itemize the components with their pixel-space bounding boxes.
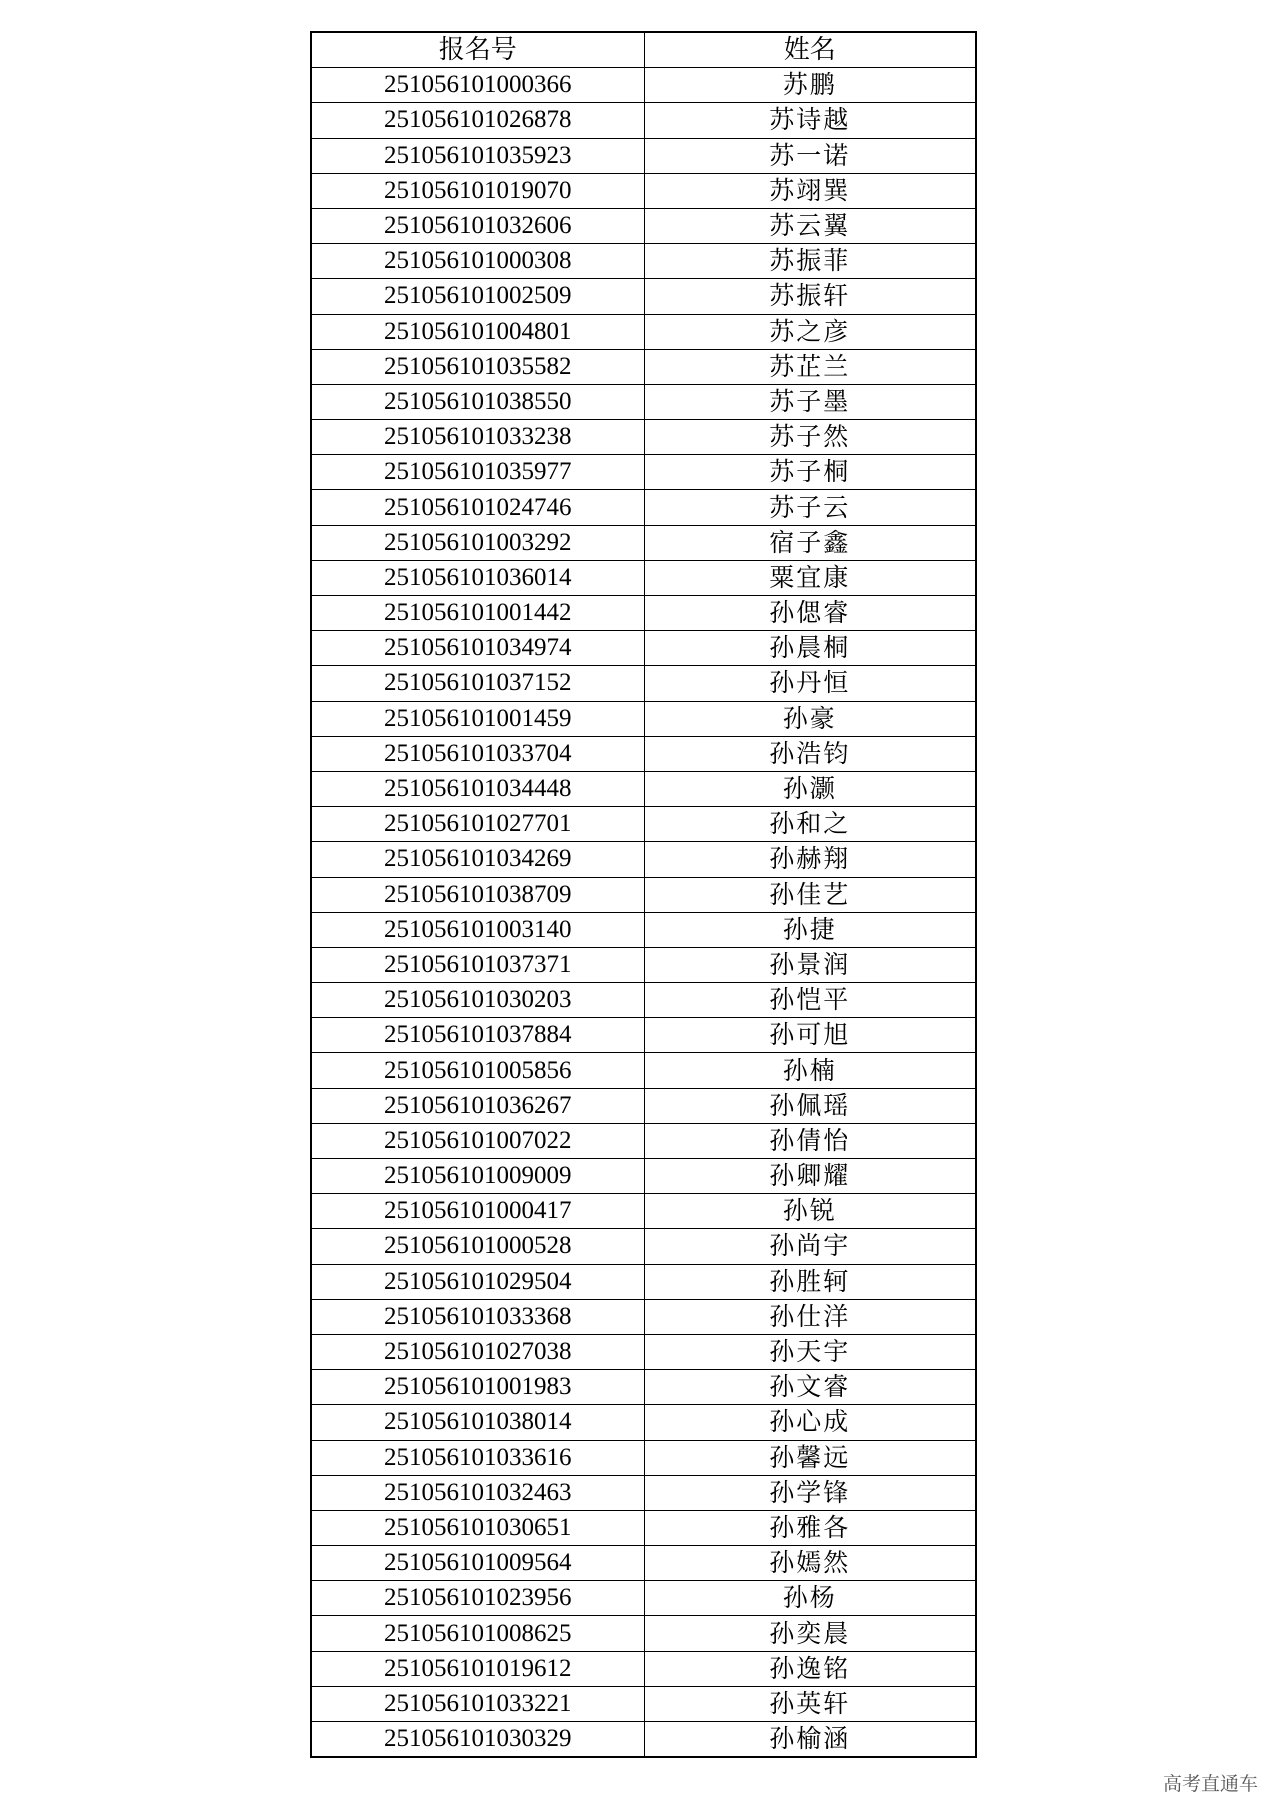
table-row xyxy=(311,1018,976,1053)
column-header-registration-number: 报名号 xyxy=(311,32,644,68)
table-row xyxy=(311,1299,976,1334)
registration-number-cell: 251056101035582 xyxy=(311,349,644,384)
name-cell: 孙佩瑶 xyxy=(644,1088,976,1123)
table-row xyxy=(311,138,976,173)
table-row xyxy=(311,420,976,455)
name-cell: 苏振轩 xyxy=(644,279,976,314)
registration-number-cell: 251056101034448 xyxy=(311,771,644,806)
table-row xyxy=(311,631,976,666)
name-cell: 孙文睿 xyxy=(644,1370,976,1405)
name-cell: 孙晨桐 xyxy=(644,631,976,666)
name-cell: 孙捷 xyxy=(644,912,976,947)
table-row xyxy=(311,1686,976,1721)
table-row xyxy=(311,1053,976,1088)
name-cell: 苏一诺 xyxy=(644,138,976,173)
table-row xyxy=(311,736,976,771)
table-row xyxy=(311,173,976,208)
name-cell: 孙和之 xyxy=(644,807,976,842)
registration-number-cell: 251056101027038 xyxy=(311,1334,644,1369)
registration-number-cell: 251056101036267 xyxy=(311,1088,644,1123)
table-row xyxy=(311,1229,976,1264)
table-row xyxy=(311,1370,976,1405)
registration-number-cell: 251056101033238 xyxy=(311,420,644,455)
table-row xyxy=(311,1159,976,1194)
admission-list-table xyxy=(310,31,977,1758)
name-cell: 孙榆涵 xyxy=(644,1722,976,1758)
registration-number-cell: 251056101000366 xyxy=(311,68,644,103)
table-row xyxy=(311,1546,976,1581)
name-cell: 苏子然 xyxy=(644,420,976,455)
name-cell: 宿子鑫 xyxy=(644,525,976,560)
table-row xyxy=(311,1088,976,1123)
registration-number-cell: 251056101024746 xyxy=(311,490,644,525)
name-cell: 孙杨 xyxy=(644,1581,976,1616)
name-cell: 孙佳艺 xyxy=(644,877,976,912)
registration-number-cell: 251056101034269 xyxy=(311,842,644,877)
name-cell: 苏诗越 xyxy=(644,103,976,138)
name-cell: 孙灏 xyxy=(644,771,976,806)
table-row xyxy=(311,103,976,138)
registration-number-cell: 251056101001983 xyxy=(311,1370,644,1405)
table-row xyxy=(311,596,976,631)
table-row xyxy=(311,1264,976,1299)
registration-number-cell: 251056101034974 xyxy=(311,631,644,666)
table-row xyxy=(311,947,976,982)
registration-number-cell: 251056101030203 xyxy=(311,983,644,1018)
name-cell: 孙学锋 xyxy=(644,1475,976,1510)
name-cell: 孙可旭 xyxy=(644,1018,976,1053)
registration-number-cell: 251056101023956 xyxy=(311,1581,644,1616)
registration-number-cell: 251056101033368 xyxy=(311,1299,644,1334)
table-row xyxy=(311,983,976,1018)
registration-number-cell: 251056101007022 xyxy=(311,1123,644,1158)
registration-number-cell: 251056101008625 xyxy=(311,1616,644,1651)
name-cell: 孙雅各 xyxy=(644,1510,976,1545)
table-row xyxy=(311,490,976,525)
registration-number-cell: 251056101000528 xyxy=(311,1229,644,1264)
registration-number-cell: 251056101000308 xyxy=(311,244,644,279)
registration-number-cell: 251056101003292 xyxy=(311,525,644,560)
registration-number-cell: 251056101030651 xyxy=(311,1510,644,1545)
table-header-row xyxy=(311,32,976,68)
table-row xyxy=(311,384,976,419)
name-cell: 孙尚宇 xyxy=(644,1229,976,1264)
registration-number-cell: 251056101032606 xyxy=(311,208,644,243)
table-row xyxy=(311,666,976,701)
registration-number-cell: 251056101038709 xyxy=(311,877,644,912)
registration-number-cell: 251056101019070 xyxy=(311,173,644,208)
registration-number-cell: 251056101033221 xyxy=(311,1686,644,1721)
name-cell: 苏振菲 xyxy=(644,244,976,279)
name-cell: 孙豪 xyxy=(644,701,976,736)
table-row xyxy=(311,68,976,103)
name-cell: 孙倩怡 xyxy=(644,1123,976,1158)
registration-number-cell: 251056101038014 xyxy=(311,1405,644,1440)
registration-number-cell: 251056101037371 xyxy=(311,947,644,982)
table-row xyxy=(311,1475,976,1510)
name-cell: 苏子云 xyxy=(644,490,976,525)
registration-number-cell: 251056101001459 xyxy=(311,701,644,736)
table-row xyxy=(311,1510,976,1545)
name-cell: 孙胜轲 xyxy=(644,1264,976,1299)
registration-number-cell: 251056101004801 xyxy=(311,314,644,349)
name-cell: 孙景润 xyxy=(644,947,976,982)
table-row xyxy=(311,244,976,279)
name-cell: 苏翊巽 xyxy=(644,173,976,208)
table-row xyxy=(311,279,976,314)
registration-number-cell: 251056101003140 xyxy=(311,912,644,947)
table-row xyxy=(311,560,976,595)
registration-number-cell: 251056101027701 xyxy=(311,807,644,842)
table-row xyxy=(311,1194,976,1229)
table-row xyxy=(311,771,976,806)
registration-number-cell: 251056101032463 xyxy=(311,1475,644,1510)
registration-number-cell: 251056101000417 xyxy=(311,1194,644,1229)
registration-number-cell: 251056101037152 xyxy=(311,666,644,701)
name-cell: 孙锐 xyxy=(644,1194,976,1229)
registration-number-cell: 251056101030329 xyxy=(311,1722,644,1758)
name-cell: 孙奕晨 xyxy=(644,1616,976,1651)
name-cell: 苏云翼 xyxy=(644,208,976,243)
registration-number-cell: 251056101002509 xyxy=(311,279,644,314)
name-cell: 苏芷兰 xyxy=(644,349,976,384)
registration-number-cell: 251056101026878 xyxy=(311,103,644,138)
registration-number-cell: 251056101038550 xyxy=(311,384,644,419)
table-row xyxy=(311,1334,976,1369)
table-row xyxy=(311,1651,976,1686)
registration-number-cell: 251056101009009 xyxy=(311,1159,644,1194)
table-row xyxy=(311,1123,976,1158)
watermark-text: 高考直通车 xyxy=(1162,1773,1258,1795)
name-cell: 孙卿耀 xyxy=(644,1159,976,1194)
registration-number-cell: 251056101035977 xyxy=(311,455,644,490)
table-row xyxy=(311,807,976,842)
registration-number-cell: 251056101001442 xyxy=(311,596,644,631)
registration-number-cell: 251056101029504 xyxy=(311,1264,644,1299)
name-cell: 孙丹恒 xyxy=(644,666,976,701)
table-row xyxy=(311,525,976,560)
name-cell: 孙仕洋 xyxy=(644,1299,976,1334)
registration-number-cell: 251056101019612 xyxy=(311,1651,644,1686)
name-cell: 孙偲睿 xyxy=(644,596,976,631)
table-row xyxy=(311,912,976,947)
name-cell: 粟宜康 xyxy=(644,560,976,595)
name-cell: 孙赫翔 xyxy=(644,842,976,877)
registration-number-cell: 251056101009564 xyxy=(311,1546,644,1581)
column-header-name: 姓名 xyxy=(644,32,976,68)
name-cell: 苏子墨 xyxy=(644,384,976,419)
table-row xyxy=(311,349,976,384)
table-row xyxy=(311,455,976,490)
name-cell: 孙心成 xyxy=(644,1405,976,1440)
table-row xyxy=(311,1405,976,1440)
name-cell: 孙天宇 xyxy=(644,1334,976,1369)
registration-number-cell: 251056101033704 xyxy=(311,736,644,771)
registration-number-cell: 251056101037884 xyxy=(311,1018,644,1053)
table-row xyxy=(311,701,976,736)
table-row xyxy=(311,1616,976,1651)
name-cell: 孙英轩 xyxy=(644,1686,976,1721)
name-cell: 孙恺平 xyxy=(644,983,976,1018)
name-cell: 孙楠 xyxy=(644,1053,976,1088)
table-row xyxy=(311,1722,976,1758)
name-cell: 苏鹏 xyxy=(644,68,976,103)
table-row xyxy=(311,842,976,877)
name-cell: 孙馨远 xyxy=(644,1440,976,1475)
name-cell: 孙嫣然 xyxy=(644,1546,976,1581)
table-row xyxy=(311,1440,976,1475)
name-cell: 苏子桐 xyxy=(644,455,976,490)
table-row xyxy=(311,877,976,912)
name-cell: 孙逸铭 xyxy=(644,1651,976,1686)
registration-number-cell: 251056101036014 xyxy=(311,560,644,595)
name-cell: 孙浩钧 xyxy=(644,736,976,771)
registration-number-cell: 251056101035923 xyxy=(311,138,644,173)
table-row xyxy=(311,1581,976,1616)
registration-number-cell: 251056101033616 xyxy=(311,1440,644,1475)
name-cell: 苏之彦 xyxy=(644,314,976,349)
registration-number-cell: 251056101005856 xyxy=(311,1053,644,1088)
table-row xyxy=(311,208,976,243)
table-row xyxy=(311,314,976,349)
